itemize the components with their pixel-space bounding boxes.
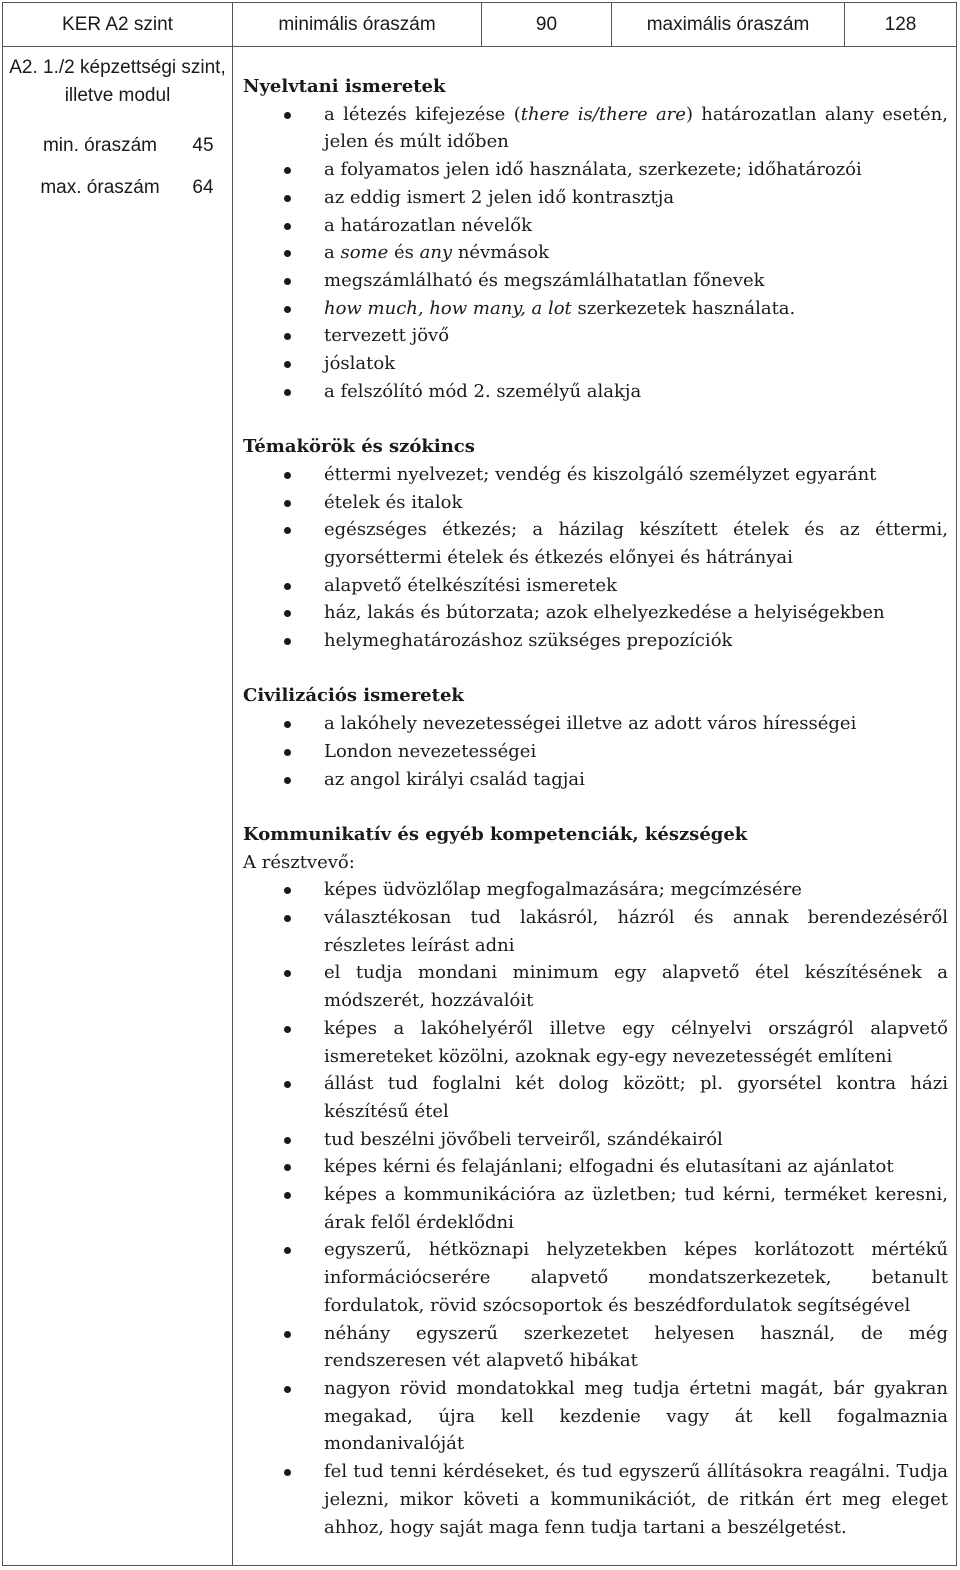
list-item: tud beszélni jövőbeli terveiről, szándékairól: [243, 1126, 948, 1154]
list-item: az angol királyi család tagjai: [243, 766, 948, 794]
grammar-title: Nyelvtani ismeretek: [243, 76, 446, 97]
grammar-list: [243, 101, 948, 406]
list-item: képes a lakóhelyéről illetve egy célnyelvi országról alapvető ismereteket közölni, azoknak egy-egy nevezetességét említeni: [243, 1015, 948, 1070]
list-item: nagyon rövid mondatokkal meg tudja értetni magát, bár gyakran megakad, újra kell kezdenie vagy át kell fogalmaznia mondanivalóját: [243, 1375, 948, 1458]
list-item: jóslatok: [243, 350, 948, 378]
module-title: A2. 1./2 képzettségi szint, illetve modul: [9, 57, 226, 106]
list-item: képes a kommunikációra az üzletben; tud kérni, terméket keresni, árak felől érdeklődni: [243, 1181, 948, 1236]
list-item: tervezett jövő: [243, 322, 948, 350]
list-item: állást tud foglalni két dolog között; pl. gyorsétel kontra házi készítésű étel: [243, 1070, 948, 1125]
grammar-section: [243, 73, 948, 405]
competences-section: [243, 821, 948, 1541]
list-item: egyszerű, hétköznapi helyzetekben képes korlátozott mértékű információcserére alapvető mondatszerkezetek, betanult fordulatok, rövid szócsoportok és beszédfordulatok segítségével: [243, 1236, 948, 1319]
min-hours-value: 90: [482, 3, 612, 46]
list-item: a lakóhely nevezetességei illetve az adott város hírességei: [243, 710, 948, 738]
list-item: éttermi nyelvezet; vendég és kiszolgáló személyzet egyaránt: [243, 461, 948, 489]
list-item: a határozatlan névelők: [243, 212, 948, 240]
header-row: [3, 3, 956, 47]
list-item: képes kérni és felajánlani; elfogadni és elutasítani az ajánlatot: [243, 1153, 948, 1181]
list-item: néhány egyszerű szerkezetet helyesen használ, de még rendszeresen vét alapvető hibákat: [243, 1320, 948, 1375]
list-item: helymeghatározáshoz szükséges prepozíciók: [243, 627, 948, 655]
list-item: képes üdvözlőlap megfogalmazására; megcímzésére: [243, 876, 948, 904]
module-max-value: 64: [192, 177, 214, 198]
civilization-list: [243, 710, 948, 793]
list-item: ház, lakás és bútorzata; azok elhelyezkedése a helyiségekben: [243, 599, 948, 627]
topics-title: Témakörök és szókincs: [243, 436, 475, 458]
competences-intro: A résztvevő:: [243, 851, 355, 873]
list-item: választékosan tud lakásról, házról és annak berendezéséről részletes leírást adni: [243, 904, 948, 959]
min-hours-label: minimális óraszám: [233, 3, 482, 46]
list-item: a felszólító mód 2. személyű alakja: [243, 378, 948, 406]
list-item: how much, how many, a lot szerkezetek használata.: [243, 295, 948, 323]
civilization-title: Civilizációs ismeretek: [243, 685, 464, 707]
topics-section: [243, 433, 948, 655]
civilization-section: [243, 682, 948, 793]
list-item: London nevezetességei: [243, 738, 948, 766]
module-min-label: min. óraszám: [42, 135, 158, 156]
list-item: fel tud tenni kérdéseket, és tud egyszerű állításokra reagálni. Tudja jelezni, mikor követi a kommunikációt, de ritkán ért meg eleget ahhoz, hogy saját maga fenn tudja tartani a beszélgetést.: [243, 1458, 948, 1541]
list-item: a folyamatos jelen idő használata, szerkezete; időhatározói: [243, 156, 948, 184]
max-hours-value: 128: [884, 14, 917, 35]
list-item: megszámlálható és megszámlálhatatlan főnevek: [243, 267, 948, 295]
module-max-label: max. óraszám: [40, 177, 160, 198]
competences-title: Kommunikatív és egyéb kompetenciák, készségek: [243, 823, 748, 845]
module-content: [243, 73, 948, 1569]
module-min-row: [3, 131, 232, 161]
list-item: alapvető ételkészítési ismeretek: [243, 572, 948, 600]
module-min-value: 45: [192, 135, 214, 156]
max-hours-label: maximális óraszám: [612, 3, 845, 46]
competences-list: [243, 876, 948, 1541]
list-item: ételek és italok: [243, 489, 948, 517]
topics-list: [243, 461, 948, 655]
module-column: [3, 46, 233, 1565]
list-item: egészséges étkezés; a házilag készített ételek és az éttermi, gyorséttermi ételek és étkezés előnyei és hátrányai: [243, 516, 948, 571]
list-item: a some és any névmások: [243, 239, 948, 267]
list-item: az eddig ismert 2 jelen idő kontrasztja: [243, 184, 948, 212]
level-cell: KER A2 szint: [3, 3, 233, 46]
list-item: el tudja mondani minimum egy alapvető étel készítésének a módszerét, hozzávalóit: [243, 959, 948, 1014]
module-max-row: [3, 173, 232, 203]
list-item: a létezés kifejezése (there is/there are) határozatlan alany esetén, jelen és múlt időben: [243, 101, 948, 156]
